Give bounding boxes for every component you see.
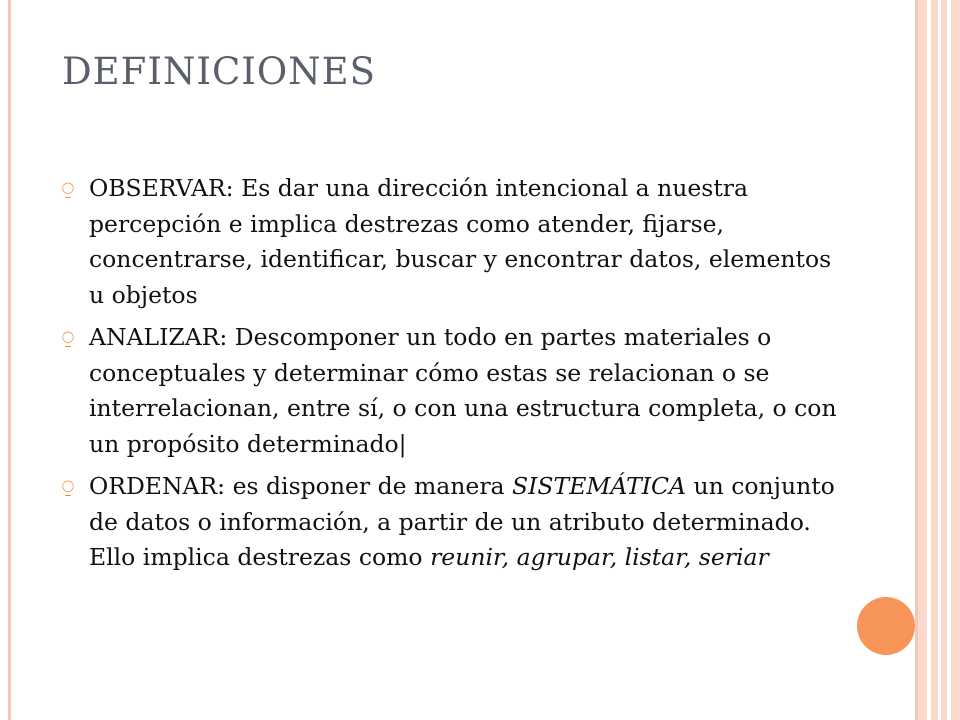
- decorative-circle: [857, 597, 915, 655]
- bullet-text: ORDENAR: es disponer de manera SISTEMÁTICA un conjunto de datos o información, a partir de un atributo determinado. Ello implica destrezas como reunir, agrupar, listar, seriar: [89, 472, 835, 571]
- bullet-list: [62, 171, 852, 583]
- decorative-stripes: [918, 0, 960, 720]
- bullet-ring-icon: ⍜: [62, 176, 74, 200]
- bullet-ring-icon: ⍜: [62, 474, 74, 498]
- list-item-analizar: [62, 320, 852, 462]
- list-item-observar: [62, 171, 852, 313]
- bullet-text: ANALIZAR: Descomponer un todo en partes materiales o conceptuales y determinar cómo estas se relacionan o se interrelacionan, entre sí, o con una estructura completa, o con un propósito determinado|: [89, 323, 837, 458]
- bullet-text: OBSERVAR: Es dar una dirección intencional a nuestra percepción e implica destrezas como atender, fijarse, concentrarse, identificar, buscar y encontrar datos, elementos u objetos: [89, 174, 832, 309]
- page-title: DEFINICIONES: [62, 50, 376, 93]
- bullet-ring-icon: ⍜: [62, 325, 74, 349]
- list-item-ordenar: [62, 469, 852, 576]
